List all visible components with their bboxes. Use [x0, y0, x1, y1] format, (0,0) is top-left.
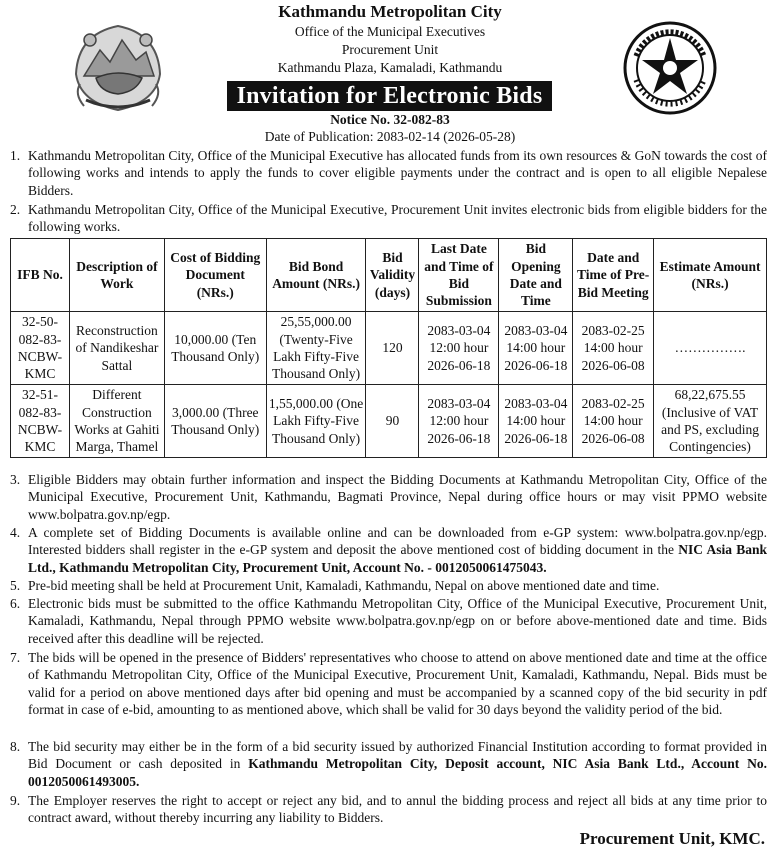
deposit-account-text: Kathmandu Metropolitan City, Deposit account, NIC Asia Bank Ltd., Account No. 0012050061493005.: [28, 756, 767, 789]
column-header: IFB No.: [11, 239, 70, 312]
paragraph-5: [10, 577, 767, 594]
paragraph-text: The Employer reserves the right to accept or reject any bid, and to annul the bidding process and reject all bids at any time prior to contract award, without thereby incurring any liability to Bidders.: [28, 793, 767, 826]
paragraph-number: 3.: [10, 472, 21, 487]
column-header: Bid Bond Amount (NRs.): [266, 239, 366, 312]
paragraph-text: Kathmandu Metropolitan City, Office of the Municipal Executive, Procurement Unit invites electronic bids from eligible bidders for the following works.: [28, 202, 767, 235]
kmc-seal-logo: [622, 20, 718, 116]
description-cell: Different Construction Works at Gahiti Marga, Thamel: [69, 385, 164, 458]
paragraph-text: Eligible Bidders may obtain further information and inspect the Bidding Documents at Kathmandu Metropolitan City, Office of the Municipal Executive, Procurement Unit, Kathmandu, Bagmati Province, Nepal during office hours or may visit PPMO website www.bolpatra.gov.np/egp.: [28, 472, 767, 522]
paragraph-number: 5.: [10, 578, 21, 593]
paragraph-8: [10, 738, 767, 790]
estimate-amount-cell: …………….: [654, 312, 767, 385]
column-header: Estimate Amount (NRs.): [654, 239, 767, 312]
ifb-number-cell: 32-51-082-83-NCBW-KMC: [11, 385, 70, 458]
pre-bid-date-cell: 2083-02-25 14:00 hour 2026-06-08: [573, 312, 654, 385]
opening-date-cell: 2083-03-04 14:00 hour 2026-06-18: [499, 312, 573, 385]
column-header: Description of Work: [69, 239, 164, 312]
bid-validity-cell: 90: [366, 385, 419, 458]
publication-date: Date of Publication: 2083-02-14 (2026-05-28): [264, 129, 516, 144]
paragraph-4: [10, 524, 767, 576]
office-line-2: Procurement Unit: [341, 42, 439, 57]
paragraph-3: [10, 471, 767, 523]
bid-bond-cell: 25,55,000.00 (Twenty-Five Lakh Fifty-Five Thousand Only): [266, 312, 366, 385]
column-header: Date and Time of Pre-Bid Meeting: [573, 239, 654, 312]
paragraph-1: [10, 147, 767, 199]
paragraph-9: [10, 792, 767, 827]
bid-bond-cell: 1,55,000.00 (One Lakh Fifty-Five Thousand Only): [266, 385, 366, 458]
table-row: [11, 385, 767, 458]
bid-validity-cell: 120: [366, 312, 419, 385]
paragraph-number: 8.: [10, 739, 21, 754]
paragraph-text-plain: A complete set of Bidding Documents is available online and can be downloaded from e-GP system: www.bolpatra.gov.np/egp. Interested bidders shall register in the e-GP system and deposit the above mentioned cost of bidding document in the: [28, 525, 767, 558]
paragraph-text: Pre-bid meeting shall be held at Procurement Unit, Kamaladi, Kathmandu, Nepal on above mentioned date and time.: [28, 578, 660, 593]
nepal-emblem-logo: [66, 14, 170, 118]
ifb-number-cell: 32-50-082-83-NCBW-KMC: [11, 312, 70, 385]
column-header: Bid Validity (days): [366, 239, 419, 312]
document-cost-cell: 3,000.00 (Three Thousand Only): [164, 385, 266, 458]
paragraph-6: [10, 595, 767, 647]
paragraph-number: 4.: [10, 525, 21, 540]
signoff: Procurement Unit, KMC.: [579, 829, 765, 848]
document-cost-cell: 10,000.00 (Ten Thousand Only): [164, 312, 266, 385]
pre-bid-date-cell: 2083-02-25 14:00 hour 2026-06-08: [573, 385, 654, 458]
office-title: Kathmandu Metropolitan City: [278, 2, 502, 21]
bids-table: [10, 238, 767, 458]
paragraph-text: [28, 524, 767, 576]
office-address: Kathmandu Plaza, Kamaladi, Kathmandu: [277, 60, 503, 75]
bank-account-text: NIC Asia Bank Ltd., Kathmandu Metropolitan City, Procurement Unit, Account No. - 0012050061475043.: [28, 542, 767, 575]
description-cell: Reconstruction of Nandikeshar Sattal: [69, 312, 164, 385]
submission-date-cell: 2083-03-04 12:00 hour 2026-06-18: [419, 385, 499, 458]
paragraph-2: [10, 201, 767, 236]
paragraph-text: The bids will be opened in the presence of Bidders' representatives who choose to attend on above mentioned date and time at the office of Kathmandu Metropolitan City, Office of the Municipal Executive, Procurement Unit, Kamaladi, Kathmandu, Nepal. Bids must be valid for a period on above mentioned days after bid opening and must be accompanied by a scanned copy of the bid security in pdf format in case of e-bid, amounting to as mentioned above, which shall be valid for 30 days beyond the validity period of the bid.: [28, 650, 767, 718]
opening-date-cell: 2083-03-04 14:00 hour 2026-06-18: [499, 385, 573, 458]
column-header: Bid Opening Date and Time: [499, 239, 573, 312]
office-line-1: Office of the Municipal Executives: [294, 24, 486, 39]
paragraph-text: Electronic bids must be submitted to the office Kathmandu Metropolitan City, Office of the Municipal Executive, Procurement Unit, Kamaladi, Kathmandu, Nepal through PPMO website www.bolpatra.gov.np/egp on or before above-mentioned date and time. Bids received after this deadline will be rejected.: [28, 596, 767, 646]
table-header-row: [11, 239, 767, 312]
paragraph-text-plain: The bid security may either be in the form of a bid security issued by authorized Financial Institution according to format provided in Bid Document or cash deposited in: [28, 739, 767, 772]
estimate-amount-cell: 68,22,675.55 (Inclusive of VAT and PS, excluding Contingencies): [654, 385, 767, 458]
paragraph-text: Kathmandu Metropolitan City, Office of the Municipal Executive has allocated funds from its own resources & GoN towards the cost of following works and intends to apply the funds to cover eligible payments under the contract and is open to all eligible Nepalese Bidders.: [28, 148, 767, 198]
notice-banner: Invitation for Electronic Bids: [227, 81, 552, 111]
paragraph-number: 2.: [10, 202, 21, 217]
paragraph-number: 1.: [10, 148, 21, 163]
paragraph-number: 6.: [10, 596, 21, 611]
column-header: Cost of Bidding Document (NRs.): [164, 239, 266, 312]
submission-date-cell: 2083-03-04 12:00 hour 2026-06-18: [419, 312, 499, 385]
notice-number: Notice No. 32-082-83: [330, 112, 450, 127]
paragraph-number: 7.: [10, 650, 21, 665]
table-row: [11, 312, 767, 385]
paragraph-text: [28, 738, 767, 790]
paragraph-7: [10, 649, 767, 719]
paragraph-number: 9.: [10, 793, 21, 808]
column-header: Last Date and Time of Bid Submission: [419, 239, 499, 312]
